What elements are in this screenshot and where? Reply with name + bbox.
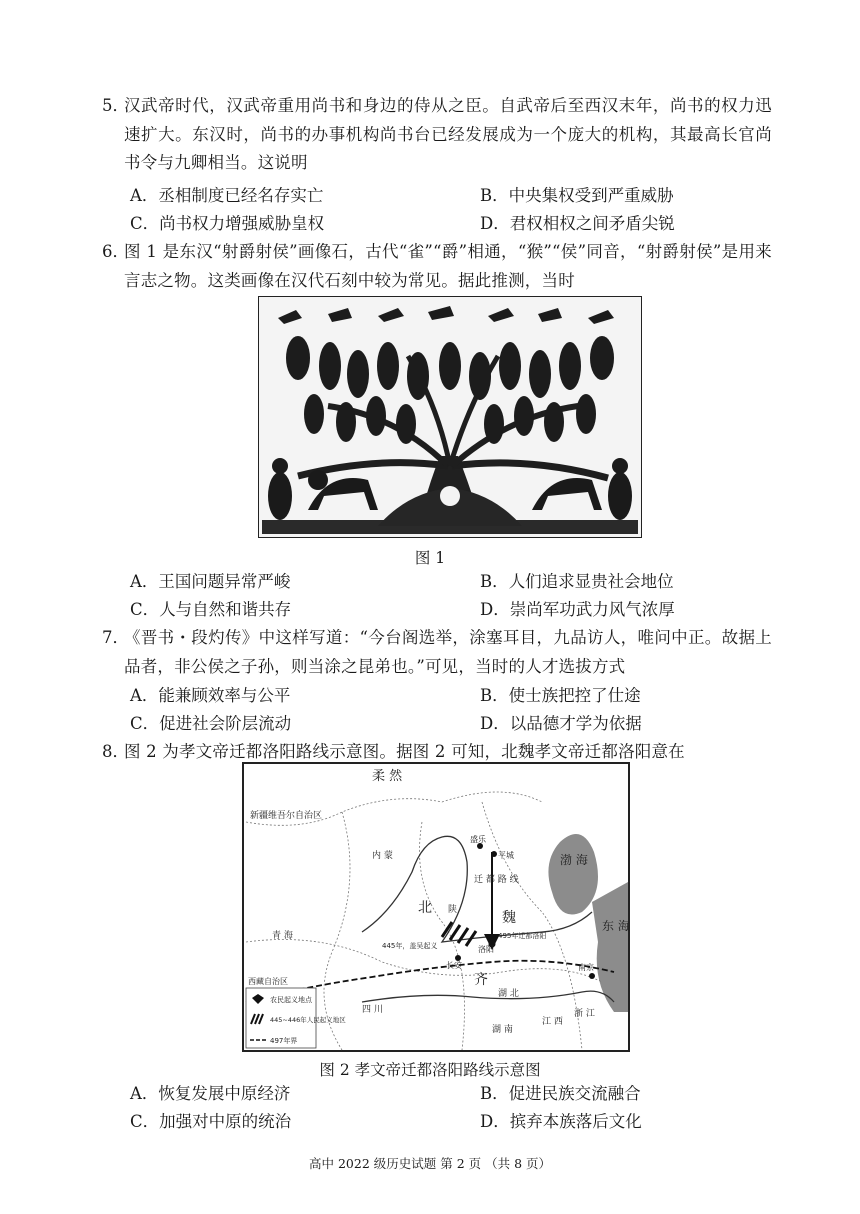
option-b[interactable]: B．中央集权受到严重威胁	[480, 186, 674, 205]
legend-item-3: 497年界	[270, 1037, 298, 1045]
label-route: 迁 都 路 线	[474, 875, 519, 885]
legend-item-2: 445~446年人民起义地区	[270, 1016, 346, 1024]
option-d[interactable]: D．摈弃本族落后文化	[480, 1112, 642, 1131]
route-map	[242, 762, 630, 1052]
legend-item-1: 农民起义地点	[270, 996, 312, 1004]
label-nanjing: 南京	[578, 963, 594, 972]
question-7	[104, 624, 772, 681]
option-c[interactable]: C．加强对中原的统治	[130, 1112, 292, 1131]
label-zhejiang: 浙 江	[574, 1009, 595, 1019]
label-event-1: 445年，盖吴起义	[382, 942, 438, 950]
figure-2-map	[242, 762, 630, 1052]
question-5	[104, 92, 772, 178]
label-qi: 齐	[474, 972, 488, 988]
option-a[interactable]: A．能兼顾效率与公平	[130, 686, 291, 705]
question-stem: 图 1 是东汉“射爵射侯”画像石，古代“雀”“爵”相通，“猴”“侯”同音，“射爵射侯”是用来言志之物。这类画像在汉代石刻中较为常见。据此推测，当时	[124, 242, 772, 290]
option-c[interactable]: C．人与自然和谐共存	[130, 600, 292, 619]
label-neimeng: 内 蒙	[372, 851, 393, 861]
figure-1-stone-relief	[258, 296, 642, 538]
option-a[interactable]: A．丞相制度已经名存实亡	[130, 186, 324, 205]
figure-2-caption: 图 2 孝文帝迁都洛阳路线示意图	[319, 1061, 541, 1079]
question-number: 5．	[102, 96, 129, 115]
label-hunan: 湖 南	[492, 1025, 513, 1035]
label-jiangxi: 江 西	[542, 1017, 563, 1027]
label-bei: 北	[418, 900, 432, 916]
label-donghai: 东 海	[602, 919, 630, 933]
label-sichuan: 四 川	[362, 1005, 383, 1015]
option-a[interactable]: A．恢复发展中原经济	[130, 1084, 291, 1103]
question-number: 8．	[102, 742, 129, 761]
question-6	[104, 238, 772, 295]
label-pingcheng: 平城	[498, 851, 514, 860]
option-d[interactable]: D．君权相权之间矛盾尖锐	[480, 214, 675, 233]
option-d[interactable]: D．崇尚军功武力风气浓厚	[480, 600, 675, 619]
label-bohai: 渤 海	[560, 853, 588, 867]
option-d[interactable]: D．以品德才学为依据	[480, 714, 642, 733]
label-qinghai: 青 海	[272, 931, 293, 941]
label-changan: 长安	[446, 961, 462, 970]
option-c[interactable]: C．促进社会阶层流动	[130, 714, 292, 733]
label-luoyang: 洛阳	[478, 945, 494, 954]
option-a[interactable]: A．王国问题异常严峻	[130, 572, 291, 591]
label-hubei: 湖 北	[498, 989, 519, 999]
label-xinjiang: 新疆维吾尔自治区	[250, 811, 323, 821]
label-rouran: 柔 然	[372, 769, 403, 784]
option-b[interactable]: B．使士族把控了仕途	[480, 686, 641, 705]
option-b[interactable]: B．促进民族交流融合	[480, 1084, 641, 1103]
question-number: 6．	[102, 242, 129, 261]
figure-1-caption: 图 1	[414, 549, 446, 567]
page-footer: 高中 2022 级历史试题 第 2 页 （共 8 页）	[308, 1156, 551, 1171]
relief-image	[258, 296, 642, 538]
option-b[interactable]: B．人们追求显贵社会地位	[480, 572, 674, 591]
question-number: 7．	[102, 628, 129, 647]
question-stem: 《晋书・段灼传》中这样写道：“今台阁选举，涂塞耳目，九品访人，唯问中正。故据上品者，非公侯之子孙，则当涂之昆弟也。”可见，当时的人才选拔方式	[124, 628, 772, 676]
label-xizang: 西藏自治区	[248, 977, 288, 986]
label-shaanxi: 陕	[448, 905, 458, 915]
label-shengle: 盛乐	[470, 835, 486, 844]
label-wei: 魏	[502, 910, 516, 926]
label-event-2: 495年迁都洛阳	[498, 932, 547, 940]
option-c[interactable]: C．尚书权力增强威胁皇权	[130, 214, 325, 233]
question-stem: 图 2 为孝文帝迁都洛阳路线示意图。据图 2 可知，北魏孝文帝迁都洛阳意在	[124, 742, 685, 761]
question-stem: 汉武帝时代，汉武帝重用尚书和身边的侍从之臣。自武帝后至西汉末年，尚书的权力迅速扩大。东汉时，尚书的办事机构尚书台已经发展成为一个庞大的机构，其最高长官尚书令与九卿相当。这说明	[124, 96, 772, 172]
